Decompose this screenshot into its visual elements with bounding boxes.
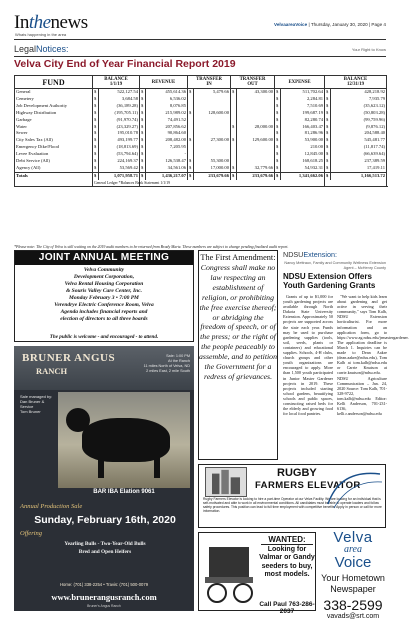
seeder-icon	[203, 537, 257, 607]
table-cell: (18,813.69)	[99, 144, 140, 151]
table-cell: 3,684.58	[99, 96, 140, 103]
table-cell: 34,561.06	[146, 165, 188, 172]
table-cell: $	[325, 89, 331, 96]
table-cell: (23,329.27)	[99, 124, 140, 131]
bull-photo	[58, 392, 190, 488]
table-cell: $	[93, 165, 99, 172]
elevator-icon	[205, 467, 247, 497]
table-cell: $	[231, 165, 237, 172]
table-cell: 17,419.11	[331, 165, 387, 172]
sale-date: Sunday, February 16th, 2020	[34, 514, 176, 526]
bull-head	[66, 408, 90, 432]
table-cell	[194, 130, 231, 137]
table-cell	[325, 180, 387, 187]
table-cell: Levee Evaluation	[15, 151, 93, 158]
table-cell: Water	[15, 124, 93, 131]
table-cell: Job Development Authority	[15, 103, 93, 110]
ranch-label: RANCH	[36, 366, 68, 376]
table-cell: 428,218.92	[331, 89, 387, 96]
table-cell	[194, 151, 231, 158]
table-cell: $	[93, 117, 99, 124]
table-cell: $	[140, 110, 146, 117]
table-cell: 1,436,217.07	[146, 172, 188, 179]
sale-type: Annual Production Sale	[20, 503, 83, 510]
table-cell: 2,284.81	[281, 96, 325, 103]
ledger-row	[15, 180, 387, 187]
ad-footer: Bruner's Angus Ranch	[87, 604, 121, 608]
table-cell: $	[140, 96, 146, 103]
ranch-name: BRUNER ANGUS	[22, 352, 116, 364]
table-cell: $	[275, 144, 281, 151]
table-cell: 8,076.85	[146, 103, 188, 110]
table-row	[15, 110, 387, 117]
table-cell: Highway Distribution	[15, 110, 93, 117]
ndsu-heading: NDSUExtension:	[283, 250, 337, 259]
amendment-title: The First Amendment:	[200, 253, 276, 262]
table-cell: City Sales Tax (All)	[15, 137, 93, 144]
meeting-footer: The public is welcome - and encouraged - to attend.	[49, 334, 159, 340]
table-cell: 199,687.19	[281, 110, 325, 117]
column-header: REVENUE	[140, 76, 188, 89]
table-cell: 6,536.02	[146, 96, 188, 103]
table-cell: 7,510.69	[281, 103, 325, 110]
table-cell: $	[325, 144, 331, 151]
ad-email: vavads@srt.com	[326, 613, 380, 620]
table-cell	[237, 96, 275, 103]
table-cell: 224,169.37	[99, 158, 140, 165]
table-cell: $	[275, 158, 281, 165]
table-cell: $	[325, 96, 331, 103]
table-cell: 55,300.00	[194, 158, 231, 165]
joint-meeting-ad	[14, 250, 194, 342]
table-cell: (91,970.74)	[99, 117, 140, 124]
logo-swirl-icon	[320, 464, 386, 514]
meeting-title: JOINT ANNUAL MEETING	[15, 251, 193, 265]
table-cell: (99,759.96)	[331, 117, 387, 124]
wanted-title: WANTED:	[261, 535, 313, 545]
table-cell	[237, 117, 275, 124]
table-cell	[237, 103, 275, 110]
table-row	[15, 151, 387, 158]
sale-location: Sale: 1:00 PM At the Ranch 11 miles North of Velva, ND 2 miles East, 2 mile South	[143, 354, 190, 373]
table-cell: 12,845.00	[281, 151, 325, 158]
financial-table	[14, 75, 387, 187]
table-cell: $	[93, 96, 99, 103]
table-cell: $	[188, 110, 194, 117]
table-cell: (53,794.64)	[99, 151, 140, 158]
table-cell: $	[275, 151, 281, 158]
table-cell: Cemetery	[15, 96, 93, 103]
table-cell: 237,389.59	[331, 158, 387, 165]
table-cell: Debt Service (All)	[15, 158, 93, 165]
meeting-line: Velva Community	[83, 267, 125, 273]
table-cell: 126,538.47	[146, 158, 188, 165]
meeting-line: Monday February 3 • 7:00 PM	[69, 295, 139, 301]
column-header: BALANCE 1/1/19	[93, 76, 140, 89]
wanted-ad	[198, 532, 316, 615]
table-cell: $	[231, 172, 237, 179]
issue-info: VelvaareaVoice | Thursday, January 30, 2020 | Page 4	[274, 22, 386, 27]
table-cell: 90,864.60	[146, 130, 188, 137]
table-cell: General	[15, 89, 93, 96]
table-header-row	[15, 76, 387, 89]
table-row	[15, 130, 387, 137]
column-header: FUND	[15, 76, 93, 89]
table-cell: 28,000.00	[237, 124, 275, 131]
table-cell: 53,900.00	[281, 137, 325, 144]
table-cell: $	[325, 110, 331, 117]
table-note: *Please note: The City of Velva is still waiting on the 2019 audit numbers to be returned from Brady Martz. These numbers are subject to change pending finalized audit report.	[14, 245, 289, 249]
table-cell: $	[231, 137, 237, 144]
table-cell: $	[325, 103, 331, 110]
table-cell: $	[325, 137, 331, 144]
table-cell: 1,071,958.71	[99, 172, 140, 179]
table-cell	[237, 151, 275, 158]
table-cell: $	[140, 144, 146, 151]
amendment-body: Congress shall make no law respecting an establishment of religion, or prohibiting the free exercise thereof; or abridging the freedom of speech, or of the press; or the right of the people peaceably to assemble, and to petition the Government for a redress of grievances.	[199, 263, 277, 381]
table-cell: $	[325, 117, 331, 124]
table-cell: 81,286.96	[281, 130, 325, 137]
table-cell: 27,300.00	[194, 137, 231, 144]
article-headline: NDSU Extension Offers Youth Gardening Grants	[283, 272, 376, 290]
table-cell: $	[188, 137, 194, 144]
logo-velva: Velva	[333, 529, 373, 546]
table-cell: $	[275, 130, 281, 137]
table-cell: $	[275, 124, 281, 131]
table-cell: $	[140, 89, 146, 96]
table-cell: $	[93, 130, 99, 137]
offering-label: Offering	[20, 530, 43, 537]
table-cell: (35,623.12)	[331, 103, 387, 110]
table-row	[15, 137, 387, 144]
first-amendment-box	[198, 250, 278, 460]
table-cell: General Ledger *Balances Bank Statement 1/1/19	[94, 180, 171, 185]
table-cell: $	[140, 158, 146, 165]
table-row	[15, 144, 387, 151]
table-cell: 7,205.95	[146, 144, 188, 151]
bruner-angus-ad	[14, 346, 194, 611]
table-cell: $	[93, 172, 99, 179]
sale-managers: Sale managed by: Dan Bruner & Service Tom Bruner	[20, 394, 53, 414]
table-cell: $	[188, 165, 194, 172]
table-cell: $	[140, 103, 146, 110]
article-column-2: "We want to help kids learn about gardening and get active in serving their community," says Tom Kalb, NDSU Extension horticulturist. For more information and an application form, go to https://www.ag.ndsu.edu/jrmastergardener. The application deadline is March 1. Inquiries can be made to Dean Aakre (dean.aakre@ndsu.edu), Tom Kalb at tom.kalb@ndsu.edu or Carrie Knutson at carrie.knutson@ndsu.edu. NDSU Agriculture Communication – Jan. 24, 2020 Source: Tom Kalb, 701-328-9722, tom.kalb@ndsu.edu Editor: Kelli Anderson, 701-231-6136, kelli.r.anderson@ndsu.edu	[337, 294, 409, 417]
table-cell: 32,779.66	[237, 165, 275, 172]
table-cell: 545,481.77	[331, 137, 387, 144]
table-cell: $	[93, 110, 99, 117]
ad-phone: 338-2599	[323, 597, 383, 613]
table-cell: $	[93, 103, 99, 110]
offering-lines: Yearling Bulls - Two-Year-Old Bulls Bred and Open Heifers	[64, 541, 146, 555]
totals-row	[15, 172, 387, 179]
table-row	[15, 89, 387, 96]
column-header: TRANSFER OUT	[231, 76, 275, 89]
table-cell: $	[93, 124, 99, 131]
table-cell	[194, 103, 231, 110]
table-cell: $	[93, 158, 99, 165]
table-cell: $	[140, 151, 146, 158]
column-header: BALANCE 12/31/19	[325, 76, 387, 89]
table-cell: 511,702.64	[281, 89, 325, 96]
logo-voice: Voice	[334, 554, 372, 571]
table-cell: 5,479.66	[194, 89, 231, 96]
meeting-line: Velva Rental Housing Corporation	[64, 281, 144, 287]
table-cell: 233,679.66	[237, 172, 275, 179]
bull-leg	[98, 456, 104, 478]
table-cell: 455,614.36	[146, 89, 188, 96]
table-cell: $	[140, 117, 146, 124]
table-cell: (36,189.28)	[99, 103, 140, 110]
table-cell: $	[93, 144, 99, 151]
table-cell: 204,588.40	[331, 130, 387, 137]
table-cell: 1,341,662.06	[281, 172, 325, 179]
table-cell: 522,127.54	[99, 89, 140, 96]
logo-area: area	[344, 544, 362, 555]
table-cell: $	[275, 110, 281, 117]
table-cell	[237, 158, 275, 165]
table-cell: $	[325, 172, 331, 179]
table-cell: 54,932.31	[281, 165, 325, 172]
table-row	[15, 158, 387, 165]
wanted-phone: Call Paul 763-286-2037	[259, 601, 315, 615]
meeting-line: Agenda includes financial reports and	[60, 309, 148, 315]
legal-notices-heading: LegalNotices:	[14, 44, 69, 54]
table-cell: $	[140, 137, 146, 144]
table-cell: -	[146, 151, 188, 158]
table-cell: 208,482.00	[146, 137, 188, 144]
table-cell: 7,935.79	[331, 96, 387, 103]
table-cell: 17,000.00	[194, 165, 231, 172]
table-cell: $	[325, 124, 331, 131]
table-cell: Emergency Dike/Flood	[15, 144, 93, 151]
table-cell: $	[93, 151, 99, 158]
table-cell	[194, 117, 231, 124]
table-cell: 53,569.42	[99, 165, 140, 172]
ranch-phones: Home: (701) 338-2254 • Travis: (701) 500-0079	[59, 582, 149, 587]
meeting-line: election of directors to all three boards	[60, 316, 148, 322]
table-cell: $	[140, 124, 146, 131]
column-header: TRANSFER IN	[188, 76, 231, 89]
table-cell: Garbage	[15, 117, 93, 124]
table-row	[15, 96, 387, 103]
table-cell: (50,803.28)	[331, 110, 387, 117]
table-cell: (11,817.74)	[331, 144, 387, 151]
table-cell: Agency (All)	[15, 165, 93, 172]
table-cell: 128,600.00	[194, 110, 231, 117]
table-cell: 210.00	[281, 144, 325, 151]
job-posting: Rugby Farmers Elevator is looking to hire a part-time Operator at our Velva Facility. We are looking for an individual that is self-motivated and able to work in all environmental conditions. All candidates must be able to operate loaders and follow safety procedures. This position can lead to full time employment with competitive benefits. Apply in person or call for more information.	[203, 497, 382, 513]
table-cell	[15, 180, 93, 187]
column-header: EXPENSE	[275, 76, 325, 89]
meeting-line: Verendrye Electric Conference Room, Velva	[54, 302, 154, 308]
table-row	[15, 165, 387, 172]
divider	[14, 39, 386, 40]
table-cell: 207,856.62	[146, 124, 188, 131]
section-subtitle: Whats happening in the area	[15, 32, 67, 37]
table-cell: $	[275, 89, 281, 96]
meeting-line: & Souris Valley Care Center, Inc.	[66, 288, 142, 294]
table-cell: $	[275, 96, 281, 103]
table-cell	[194, 96, 231, 103]
company-sub: FARMERS ELEVATOR	[255, 480, 361, 491]
table-cell: $	[275, 103, 281, 110]
table-cell: 195,010.78	[99, 130, 140, 137]
right-to-know: Your Right to Know	[351, 47, 386, 52]
table-cell: $	[188, 89, 194, 96]
article-column-1: Grants of up to $1,000 for youth gardening projects are available through North Dakota State University Extension. Approximately 50 projects are supported across the state each year. Funds may be used to purchase gardening supplies (tools, soil, seeds, plants or containers) and educational supplies. Schools, 4-H clubs, church groups and other youth organizations are encouraged to apply. More than 1,500 youth participated in Junior Master Gardener projects in 2019. These projects included starting school gardens, beautifying schools and public spaces, constructing raised beds for the elderly and growing food for local food pantries.	[283, 294, 333, 417]
table-cell: $	[188, 172, 194, 179]
report-title: Velva City End of Year Financial Report 2019	[14, 58, 236, 70]
table-cell: $	[325, 130, 331, 137]
table-cell: (66,639.64)	[331, 151, 387, 158]
ndsu-byline: Nancy Mettraux, Family and Community Wellness Extension Agent – McHenry County	[284, 261, 386, 270]
table-cell: $	[188, 158, 194, 165]
meeting-line: Development Corporation,	[73, 274, 135, 280]
table-cell	[237, 130, 275, 137]
table-cell: 166,403.47	[281, 124, 325, 131]
table-cell: $	[325, 151, 331, 158]
table-cell	[194, 124, 231, 131]
table-cell: $	[231, 89, 237, 96]
table-cell: 74,491.52	[146, 117, 188, 124]
table-cell: 233,679.66	[194, 172, 231, 179]
table-cell: Totals	[15, 172, 93, 179]
table-cell: (195,705.11)	[99, 110, 140, 117]
table-cell: $	[93, 137, 99, 144]
wanted-body: Looking for Valmar or Gandy seeders to buy, most models.	[259, 546, 315, 579]
photo-caption: BAR IBA Elation 9061	[93, 489, 155, 495]
table-cell	[237, 144, 275, 151]
table-cell	[194, 144, 231, 151]
masthead	[14, 12, 386, 40]
table-row	[15, 103, 387, 110]
table-cell: 82,280.74	[281, 117, 325, 124]
table-cell: $	[140, 130, 146, 137]
table-cell: $	[140, 172, 146, 179]
divider	[14, 56, 386, 57]
table-cell: 493,199.77	[99, 137, 140, 144]
table-cell: $	[231, 124, 237, 131]
table-cell: $	[275, 165, 281, 172]
company-name: RUGBY	[277, 467, 317, 479]
section-title: Inthenews	[14, 12, 88, 33]
table-cell: Sewer	[15, 130, 93, 137]
table-cell: 43,300.00	[237, 89, 275, 96]
tagline: Your Hometown Newspaper	[321, 573, 385, 594]
table-cell: 1,166,513.72	[331, 172, 387, 179]
table-cell: $	[140, 165, 146, 172]
table-cell: $	[325, 165, 331, 172]
table-cell: 215,989.02	[146, 110, 188, 117]
table-cell: $	[275, 137, 281, 144]
table-cell: $	[93, 89, 99, 96]
table-cell: (9,876.12)	[331, 124, 387, 131]
bull-leg	[154, 456, 160, 478]
table-cell: $	[325, 158, 331, 165]
table-row	[15, 124, 387, 131]
ranch-website: www.brunerangusranch.com	[51, 592, 157, 602]
table-cell	[237, 110, 275, 117]
table-cell: $	[275, 117, 281, 124]
table-cell: 168,618.25	[281, 158, 325, 165]
velva-voice-ad	[320, 529, 386, 620]
table-cell: $	[275, 172, 281, 179]
table-row	[15, 117, 387, 124]
table-cell: 129,600.00	[237, 137, 275, 144]
